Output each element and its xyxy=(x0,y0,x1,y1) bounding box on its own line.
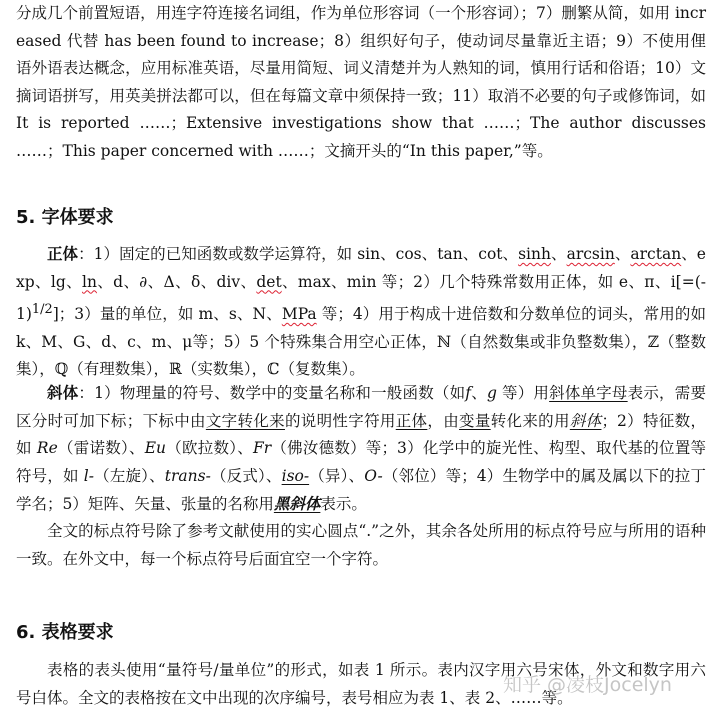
italic-lead: 斜体 xyxy=(47,383,79,402)
italic-eu: Eu xyxy=(144,439,167,457)
italic-bold-italic: 黑斜体 xyxy=(273,494,321,513)
upright-text-4: 、max、min 等；2）几个特殊常数用正体，如 e、π、i[=(-1) xyxy=(16,272,706,324)
section-heading-font: 5. 字体要求 xyxy=(16,207,114,228)
upright-sep-1: 、 xyxy=(550,245,567,263)
italic-text-8: ；2）特征数，如 xyxy=(16,411,706,457)
upright-text-3: 、d、∂、Δ、δ、div、 xyxy=(96,272,257,291)
italic-text-13: （反式）、 xyxy=(210,466,282,485)
upright-ln: ln xyxy=(81,272,97,291)
upright-text-1: ：1）固定的已知函数或数学运算符，如 sin、cos、tan、cot、 xyxy=(78,245,519,263)
section-heading-table: 6. 表格要求 xyxy=(16,622,114,643)
italic-text-9: （雷诺数）、 xyxy=(57,439,145,457)
italic-text-15: （邻位）等；4）生物学中的属及属以下的拉丁学名；5）矩阵、矢量、张量的名称用 xyxy=(16,466,706,513)
italic-text-10: （欧拉数）、 xyxy=(166,439,253,457)
italic-underline-4: 变量 xyxy=(459,411,491,430)
italic-underline-1: 斜体单字母 xyxy=(549,384,628,402)
italic-text-12: （左旋）、 xyxy=(93,466,165,485)
paragraph-upright-font xyxy=(16,240,706,384)
italic-text-16: 表示。 xyxy=(320,495,367,513)
paragraph-table-rules-text: 表格的表头使用“量符号/量单位”的形式，如表 1 所示。表内汉字用六号宋体，外文和数字用六号白体。全文的表格按在文中出现的次序编号，表号相应为表 1、表 2、……等。 xyxy=(16,661,706,707)
italic-o: O- xyxy=(364,466,383,485)
italic-text-4: 表示，需要区分时可加下标；下标中由 xyxy=(16,384,706,430)
italic-g: g xyxy=(486,384,497,402)
upright-text-5: ]；3）量的单位，如 m、s、N、 xyxy=(52,305,282,324)
upright-mpa: MPa xyxy=(281,305,317,324)
upright-text-6: 等；4）用于构成十进倍数和分数单位的词头，常用的如 k、M、G、d、c、m、μ等；5）5 个特殊集合用空心正体，ℕ（自然数集或非负整数集），ℤ（整数集），ℚ（有理数集），ℝ（实数集），ℂ（复数集）。 xyxy=(16,305,706,379)
italic-underline-2: 文字转化来 xyxy=(205,411,285,430)
watermark: 知乎 @凌枝Jocelyn xyxy=(503,674,672,696)
upright-arcsin: arcsin xyxy=(566,245,615,263)
italic-l: l- xyxy=(83,466,94,485)
upright-sinh: sinh xyxy=(518,245,551,263)
italic-underline-3: 正体 xyxy=(395,411,428,430)
italic-text-2: 、 xyxy=(471,384,487,402)
upright-text-2: 、exp、lg、 xyxy=(16,245,706,291)
italic-text-5: 的说明性字符用 xyxy=(284,411,396,430)
italic-text-6: ，由 xyxy=(427,411,460,430)
italic-text-11: （佛汝德数）等；3）化学中的旋光性、构型、取代基的位置等符号，如 xyxy=(16,439,706,485)
italic-trans: trans- xyxy=(164,466,211,485)
italic-text-7: 转化来的用 xyxy=(490,411,570,430)
upright-lead: 正体 xyxy=(47,244,79,263)
upright-det: det xyxy=(256,272,282,291)
italic-fr: Fr xyxy=(252,439,272,457)
italic-text-1: ：1）物理量的符号、数学中的变量名称和一般函数（如 xyxy=(78,384,466,402)
paragraph-abstract-rules xyxy=(16,0,706,165)
paragraph-abstract-rules-text: 分成几个前置短语，用连字符连接名词组，作为单位形容词（一个形容词）；7）删繁从简，如用 increased 代替 has been found to increase；8）组织好句子，使动词尽量靠近主语；9）不使用俚语外语表达概念，应用标准英语，尽量用简短、词义清楚并为人熟知的词，慎用行话和俗语；10）文摘词语拼写，用英美拼法都可以，但在每篇文章中须保持一致；11）取消不必要的句子或修饰词，如 It is reported ……；Extensive investigations show that ……；The author discusses ……；This paper concerned with ……；文摘开头的“In this paper,”等。 xyxy=(16,4,706,160)
italic-re: Re xyxy=(36,439,58,457)
italic-iso: iso- xyxy=(281,466,310,485)
italic-f: f xyxy=(465,384,472,402)
italic-underline-5: 斜体 xyxy=(569,411,602,430)
upright-sep-2: 、 xyxy=(614,245,631,263)
italic-text-3: 等）用 xyxy=(496,384,550,402)
paragraph-punctuation-text: 全文的标点符号除了参考文献使用的实心圆点“.”之外，其余各处所用的标点符号应与所用的语种一致。在外文中，每一个标点符号后面宜空一个字符。 xyxy=(16,522,706,568)
paragraph-punctuation xyxy=(16,518,706,573)
upright-exponent: 1/2 xyxy=(31,302,53,317)
upright-arctan: arctan xyxy=(630,245,682,263)
italic-text-14: （异）、 xyxy=(309,466,365,485)
paragraph-italic-font xyxy=(16,379,706,519)
